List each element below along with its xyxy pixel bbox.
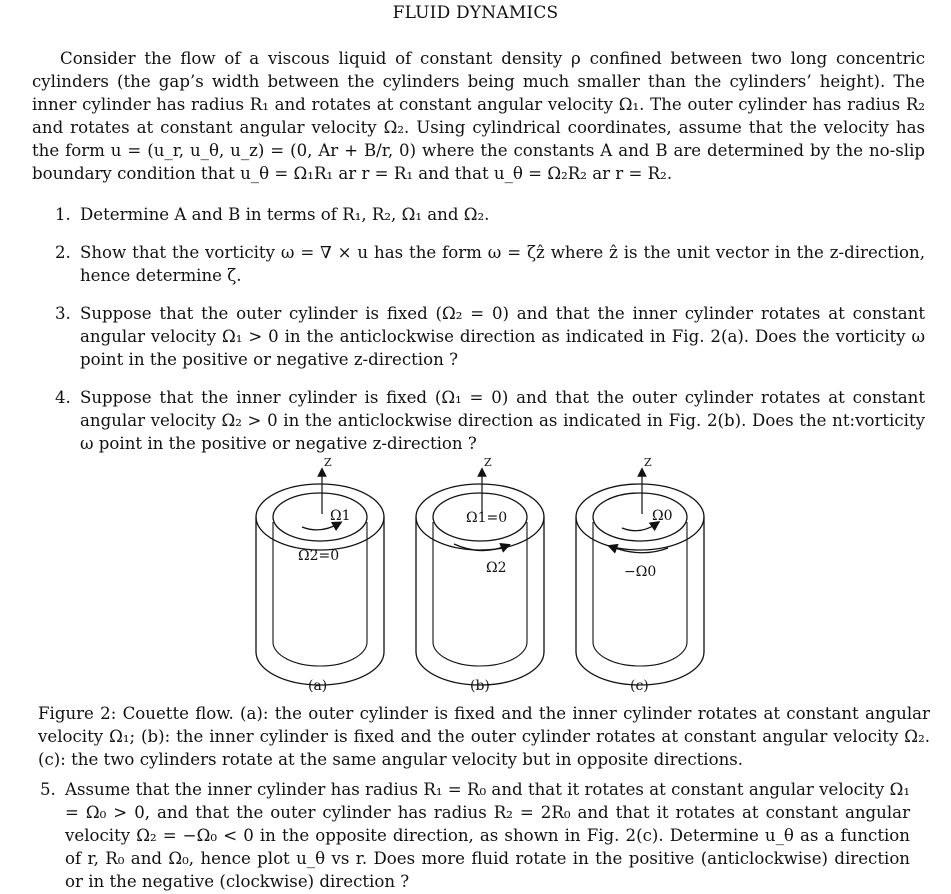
intro-paragraph: Consider the flow of a viscous liquid of constant density ρ confined between two long concentric cylinders (the gap’s width between the cylinders being much smaller than the cylinders’ height). The inner cylinder has radius R₁ and rotates at constant angular velocity Ω₁. The outer cylinder has radius R₂ and rotates at constant angular velocity Ω₂. Using cylindrical coordinates, assume that the velocity has the form u = (u_r, u_θ, u_z) = (0, Ar + B/r, 0) where the constants A and B are determined by the no-slip boundary condition that u_θ = Ω₁R₁ ar r = R₁ and that u_θ = Ω₂R₂ ar r = R₂. (32, 49, 925, 183)
panel-sub-label: (a) (308, 678, 328, 694)
question-number: 1. (55, 205, 71, 224)
z-axis-label: Z (324, 456, 332, 469)
inner-cylinder-bottom (593, 642, 687, 666)
panel-sub-label: (b) (470, 678, 490, 694)
figure-caption: Figure 2: Couette flow. (a): the outer cylinder is fixed and the inner cylinder rotates at constant angular velocity Ω₁; (b): the inner cylinder is fixed and the outer cylinder rotates at constant angular velocity Ω₂. (c): the two cylinders rotate at the same angular velocity but in opposite directions. (38, 704, 930, 769)
figure-panel-c (576, 456, 704, 694)
question-5 (40, 778, 910, 893)
couette-flow-figure (240, 452, 710, 697)
inner-cylinder-bottom (273, 642, 367, 666)
figure-panel-b (416, 456, 544, 694)
question-3 (55, 302, 925, 371)
question-2 (55, 241, 925, 287)
panel-top-label: Ω1 (330, 508, 351, 524)
outer-cylinder-top (256, 484, 384, 550)
inner-cylinder-top (273, 493, 367, 541)
question-number: 2. (55, 243, 71, 262)
panel-mid-label: Ω2 (486, 560, 507, 576)
page-title: FLUID DYNAMICS (392, 3, 559, 23)
inner-rotation-arrow (622, 524, 656, 531)
question-text: Show that the vorticity ω = ∇ × u has the form ω = ζẑ where ẑ is the unit vector in the z-direction, hence determine ζ. (80, 243, 925, 285)
figure-panel-a (256, 456, 384, 694)
panel-top-label: Ω0 (652, 508, 673, 524)
question-1 (55, 203, 925, 226)
rotation-arrow (302, 524, 338, 530)
z-axis-label: Z (484, 456, 492, 469)
question-text: Suppose that the inner cylinder is fixed (Ω₁ = 0) and that the outer cylinder rotates at constant angular velocity Ω₂ > 0 in the anticlockwise direction as indicated in Fig. 2(b). Does the nt:vorticity ω point in the positive or negative z-direction ? (80, 388, 925, 453)
outer-cylinder-top (576, 484, 704, 550)
question-number: 5. (40, 780, 56, 799)
panel-top-label: Ω1=0 (466, 510, 508, 526)
panel-mid-label: −Ω0 (624, 564, 657, 580)
question-number: 4. (55, 388, 71, 407)
question-text: Determine A and B in terms of R₁, R₂, Ω₁ and Ω₂. (80, 205, 490, 224)
inner-cylinder-bottom (433, 642, 527, 666)
question-4 (55, 386, 925, 455)
z-axis-label: Z (644, 456, 652, 469)
question-text: Assume that the inner cylinder has radius R₁ = R₀ and that it rotates at constant angular velocity Ω₁ = Ω₀ > 0, and that the outer cylinder has radius R₂ = 2R₀ and that it rotates at constant angular velocity Ω₂ = −Ω₀ < 0 in the opposite direction, as shown in Fig. 2(c). Determine u_θ as a function of r, R₀ and Ω₀, hence plot u_θ vs r. Does more fluid rotate in the positive (anticlockwise) direction or in the negative (clockwise) direction ? (65, 780, 910, 891)
inner-cylinder-top (593, 493, 687, 541)
question-text: Suppose that the outer cylinder is fixed (Ω₂ = 0) and that the inner cylinder rotates at constant angular velocity Ω₁ > 0 in the anticlockwise direction as indicated in Fig. 2(a). Does the vorticity ω point in the positive or negative z-direction ? (80, 304, 925, 369)
panel-sub-label: (c) (630, 678, 649, 694)
question-number: 3. (55, 304, 71, 323)
panel-mid-label: Ω2=0 (298, 548, 340, 564)
